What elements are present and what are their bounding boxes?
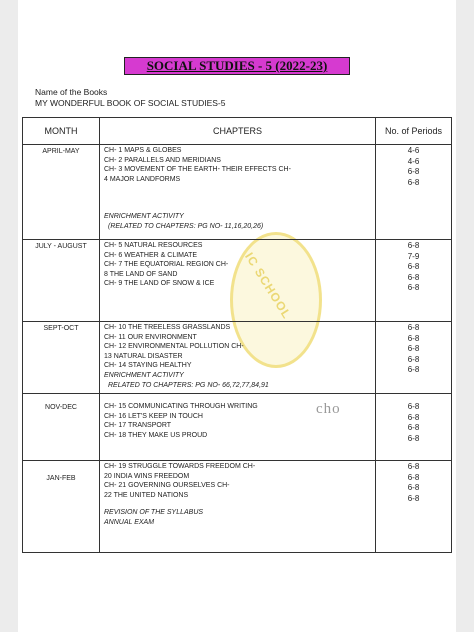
- chapter-line: CH- 18 THEY MAKE US PROUD: [104, 431, 208, 439]
- period-value: 6-8: [407, 412, 420, 422]
- chapter-line: CH- 14 STAYING HEALTHY: [104, 362, 192, 370]
- period-value: 6-8: [407, 483, 420, 493]
- period-value: 6-8: [407, 462, 420, 471]
- chapter-line: 22 THE UNITED NATIONS: [104, 491, 189, 499]
- periods-cell: [376, 240, 452, 322]
- note-line: ANNUAL EXAM: [104, 518, 155, 526]
- document-page: [18, 0, 456, 632]
- chapter-line: 8 THE LAND OF SAND: [104, 270, 178, 278]
- chapter-line: CH- 9 THE LAND OF SNOW & ICE: [104, 280, 215, 288]
- period-value: 6-8: [407, 493, 420, 503]
- table-row: [23, 394, 452, 461]
- page-title: SOCIAL STUDIES - 5 (2022-23): [124, 57, 350, 75]
- period-value: 6-8: [407, 177, 420, 187]
- table-row: [23, 240, 452, 322]
- chapter-line: CH- 3 MOVEMENT OF THE EARTH- THEIR EFFECTS CH-: [104, 166, 291, 174]
- period-value: 6-8: [407, 323, 420, 332]
- period-value: 6-8: [407, 167, 420, 177]
- period-value: 6-8: [407, 423, 420, 433]
- book-name: MY WONDERFUL BOOK OF SOCIAL STUDIES-5: [35, 98, 226, 108]
- note-line: ENRICHMENT ACTIVITY: [104, 213, 184, 221]
- period-value: 4-6: [407, 146, 420, 155]
- month-cell: SEPT-OCT: [23, 322, 100, 394]
- periods-cell: [376, 461, 452, 553]
- period-value: 6-8: [407, 272, 420, 282]
- period-value: 6-8: [407, 283, 420, 293]
- chapter-line: CH- 11 OUR ENVIRONMENT: [104, 333, 197, 341]
- table-header-row: [23, 118, 452, 145]
- chapter-line: 13 NATURAL DISASTER: [104, 352, 183, 360]
- period-value: 6-8: [407, 354, 420, 364]
- chapters-cell: [100, 145, 376, 240]
- syllabus-table: [22, 117, 452, 553]
- books-info: [35, 87, 226, 109]
- period-value: 6-8: [407, 433, 420, 443]
- chapter-line: CH- 17 TRANSPORT: [104, 422, 172, 430]
- stamp-text: cho: [316, 401, 341, 417]
- table-row: [23, 145, 452, 240]
- month-cell: JULY - AUGUST: [23, 240, 100, 322]
- periods-cell: [376, 394, 452, 461]
- period-value: 6-8: [407, 344, 420, 354]
- period-value: 6-8: [407, 472, 420, 482]
- chapter-line: 20 INDIA WINS FREEDOM: [104, 472, 190, 480]
- chapter-line: CH- 1 MAPS & GLOBES: [104, 147, 182, 154]
- note-line: RELATED TO CHAPTERS: PG NO- 66,72,77,84,91: [108, 381, 269, 389]
- chapter-line: CH- 16 LET'S KEEP IN TOUCH: [104, 412, 203, 420]
- chapters-cell: [100, 322, 376, 394]
- chapters-cell: [100, 240, 376, 322]
- header-periods: No. of Periods: [376, 118, 452, 145]
- period-value: 6-8: [407, 241, 420, 250]
- period-value: 4-6: [407, 156, 420, 166]
- note-line: ENRICHMENT ACTIVITY: [104, 371, 184, 379]
- chapter-line: CH- 7 THE EQUATORIAL REGION CH-: [104, 261, 229, 269]
- chapter-line: CH- 5 NATURAL RESOURCES: [104, 242, 203, 249]
- chapter-line: CH- 12 ENVIRONMENTAL POLLUTION CH-: [104, 343, 244, 351]
- books-label: Name of the Books: [35, 87, 108, 97]
- note-line: (RELATED TO CHAPTERS: PG NO- 11,16,20,26): [108, 222, 264, 230]
- period-value: 6-8: [407, 365, 420, 375]
- chapter-line: CH- 15 COMMUNICATING THROUGH WRITING: [104, 403, 258, 410]
- periods-cell: [376, 322, 452, 394]
- chapter-line: 4 MAJOR LANDFORMS: [104, 175, 181, 183]
- chapter-line: CH- 10 THE TREELESS GRASSLANDS: [104, 324, 231, 331]
- chapters-cell: [100, 461, 376, 553]
- period-value: 6-8: [407, 262, 420, 272]
- chapter-line: CH- 2 PARALLELS AND MERIDIANS: [104, 156, 221, 164]
- table-row: [23, 322, 452, 394]
- month-cell: JAN-FEB: [23, 461, 100, 553]
- month-cell: NOV-DEC: [23, 394, 100, 461]
- watermark-text: IC SCHOOL: [242, 250, 295, 322]
- table-row: [23, 461, 452, 553]
- period-value: 7-9: [407, 251, 420, 261]
- header-month: MONTH: [23, 118, 100, 145]
- chapter-line: CH- 21 GOVERNING OURSELVES CH-: [104, 482, 230, 490]
- period-value: 6-8: [407, 402, 420, 411]
- periods-cell: [376, 145, 452, 240]
- note-line: REVISION OF THE SYLLABUS: [104, 509, 204, 517]
- header-chapters: CHAPTERS: [100, 118, 376, 145]
- month-cell: APRIL-MAY: [23, 145, 100, 240]
- chapter-line: CH- 19 STRUGGLE TOWARDS FREEDOM CH-: [104, 463, 256, 470]
- chapter-line: CH- 6 WEATHER & CLIMATE: [104, 251, 198, 259]
- period-value: 6-8: [407, 333, 420, 343]
